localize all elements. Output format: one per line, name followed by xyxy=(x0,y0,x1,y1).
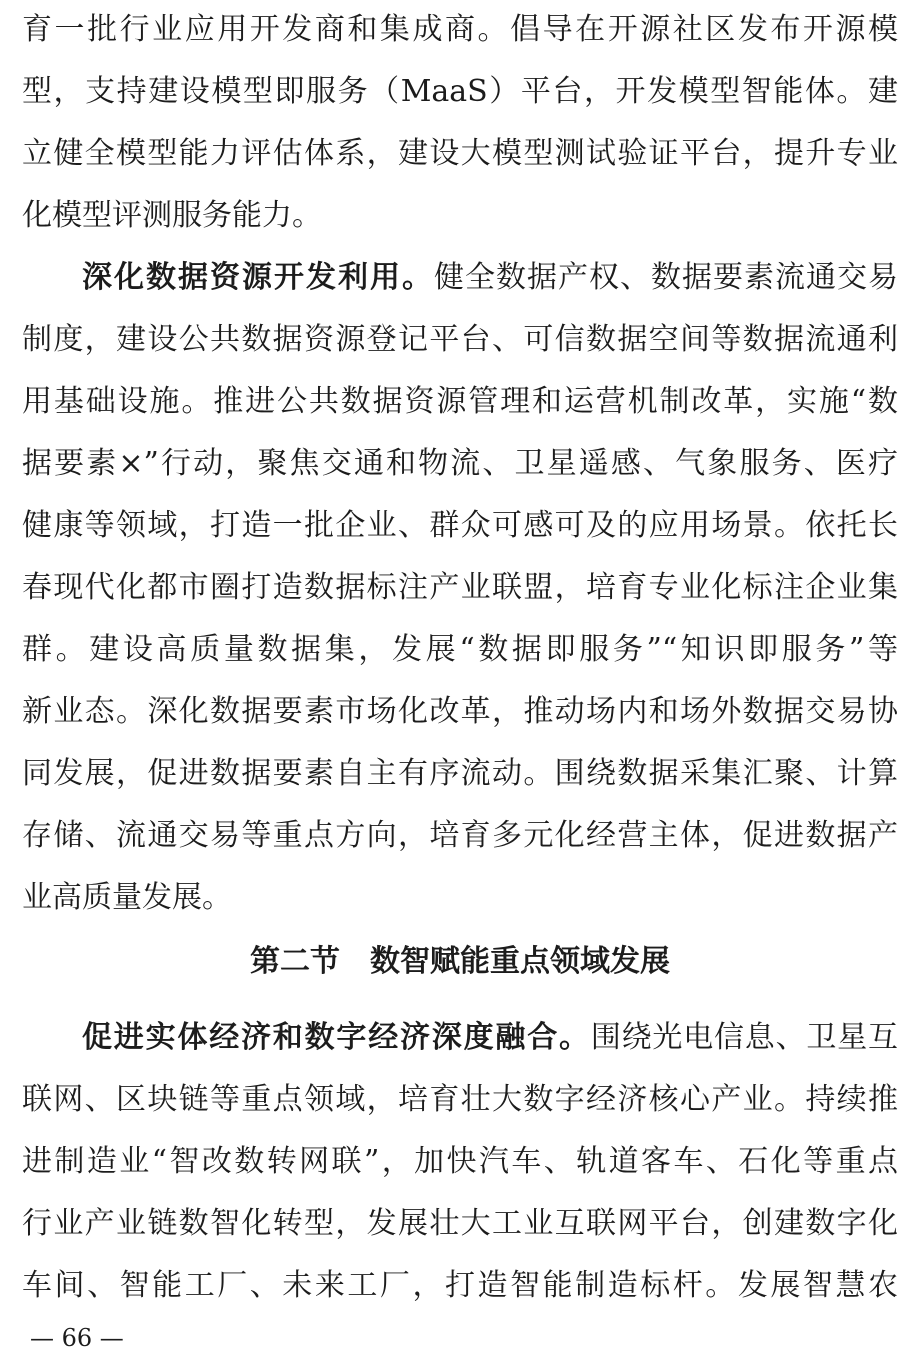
paragraph-lead: 促进实体经济和数字经济深度融合。 xyxy=(82,1020,591,1055)
text-run: 健全数据产权、数据要素流通交易 xyxy=(434,260,898,295)
section-heading: 第二节 数智赋能重点领域发展 xyxy=(250,944,670,979)
text-line: 健康等领域，打造一批企业、群众可感可及的应用场景。依托长 xyxy=(22,508,898,543)
text-line: 化模型评测服务能力。 xyxy=(22,198,322,233)
text-line: 新业态。深化数据要素市场化改革，推动场内和场外数据交易协 xyxy=(22,694,898,729)
text-line: 进制造业“智改数转网联”，加快汽车、轨道客车、石化等重点 xyxy=(22,1144,898,1179)
text-line: 联网、区块链等重点领域，培育壮大数字经济核心产业。持续推 xyxy=(22,1082,898,1117)
paragraph-first-line xyxy=(82,256,898,300)
text-line: 车间、智能工厂、未来工厂，打造智能制造标杆。发展智慧农 xyxy=(22,1268,898,1303)
text-line: 用基础设施。推进公共数据资源管理和运营机制改革，实施“数 xyxy=(22,384,898,419)
page-number: — 66 — xyxy=(30,1324,124,1352)
paragraph-first-line xyxy=(82,1016,898,1060)
paragraph-lead: 深化数据资源开发利用。 xyxy=(82,260,434,295)
text-line: 存储、流通交易等重点方向，培育多元化经营主体，促进数据产 xyxy=(22,818,898,853)
text-line: 立健全模型能力评估体系，建设大模型测试验证平台，提升专业 xyxy=(22,136,898,171)
text-line: 群。建设高质量数据集，发展“数据即服务”“知识即服务”等 xyxy=(22,632,898,667)
text-line: 行业产业链数智化转型，发展壮大工业互联网平台，创建数字化 xyxy=(22,1206,898,1241)
text-line: 型，支持建设模型即服务（MaaS）平台，开发模型智能体。建 xyxy=(22,74,898,109)
text-run: 围绕光电信息、卫星互 xyxy=(590,1020,899,1055)
text-line: 业高质量发展。 xyxy=(22,880,232,915)
text-line: 制度，建设公共数据资源登记平台、可信数据空间等数据流通利 xyxy=(22,322,898,357)
text-line: 春现代化都市圈打造数据标注产业联盟，培育专业化标注企业集 xyxy=(22,570,898,605)
text-line: 同发展，促进数据要素自主有序流动。围绕数据采集汇聚、计算 xyxy=(22,756,898,791)
text-line: 育一批行业应用开发商和集成商。倡导在开源社区发布开源模 xyxy=(22,12,898,47)
text-line: 据要素×”行动，聚焦交通和物流、卫星遥感、气象服务、医疗 xyxy=(22,446,898,481)
